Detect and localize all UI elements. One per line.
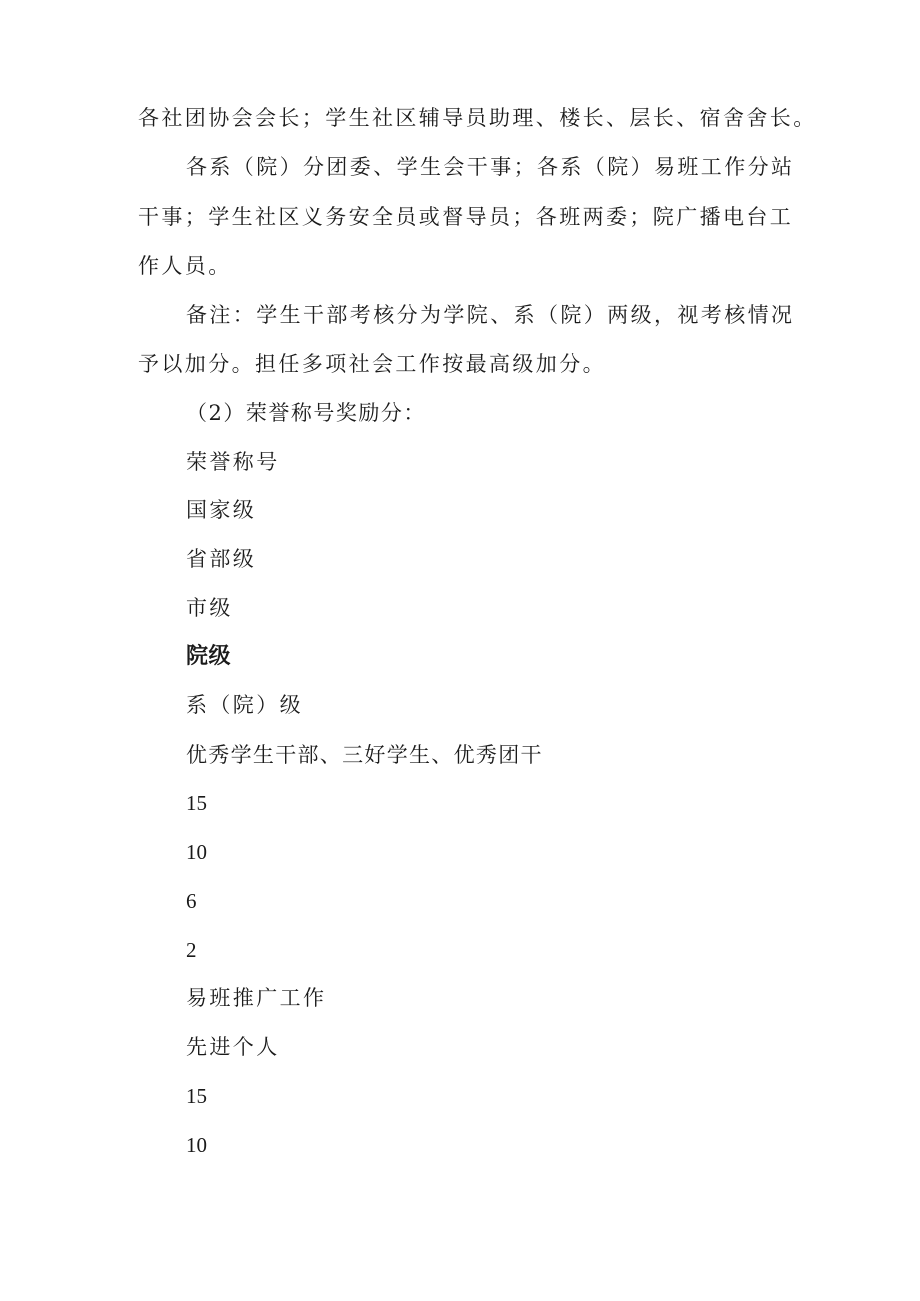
award-score: 15 bbox=[186, 791, 207, 815]
note-line: 备注：学生干部考核分为学院、系（院）两级，视考核情况 bbox=[186, 303, 795, 327]
level-national: 国家级 bbox=[186, 498, 257, 522]
award-score: 15 bbox=[186, 1084, 207, 1108]
award-score: 10 bbox=[186, 840, 207, 864]
award-name: 优秀学生干部、三好学生、优秀团干 bbox=[186, 743, 543, 767]
award-name: 易班推广工作 bbox=[186, 986, 327, 1010]
table-header-title: 荣誉称号 bbox=[186, 450, 280, 474]
paragraph-line: 作人员。 bbox=[138, 254, 232, 278]
note-line: 予以加分。担任多项社会工作按最高级加分。 bbox=[138, 352, 606, 376]
level-provincial: 省部级 bbox=[186, 547, 257, 571]
section-heading: （2）荣誉称号奖励分： bbox=[186, 401, 426, 425]
award-score: 2 bbox=[186, 938, 197, 962]
level-city: 市级 bbox=[186, 596, 233, 620]
level-department: 系（院）级 bbox=[186, 693, 303, 717]
paragraph-line: 各社团协会会长；学生社区辅导员助理、楼长、层长、宿舍舍长。 bbox=[138, 106, 817, 130]
level-college: 院级 bbox=[186, 644, 232, 669]
award-score: 6 bbox=[186, 889, 197, 913]
paragraph-line: 各系（院）分团委、学生会干事；各系（院）易班工作分站 bbox=[186, 155, 795, 179]
paragraph-line: 干事；学生社区义务安全员或督导员；各班两委；院广播电台工 bbox=[138, 205, 794, 229]
award-score: 10 bbox=[186, 1133, 207, 1157]
award-name: 先进个人 bbox=[186, 1035, 280, 1059]
